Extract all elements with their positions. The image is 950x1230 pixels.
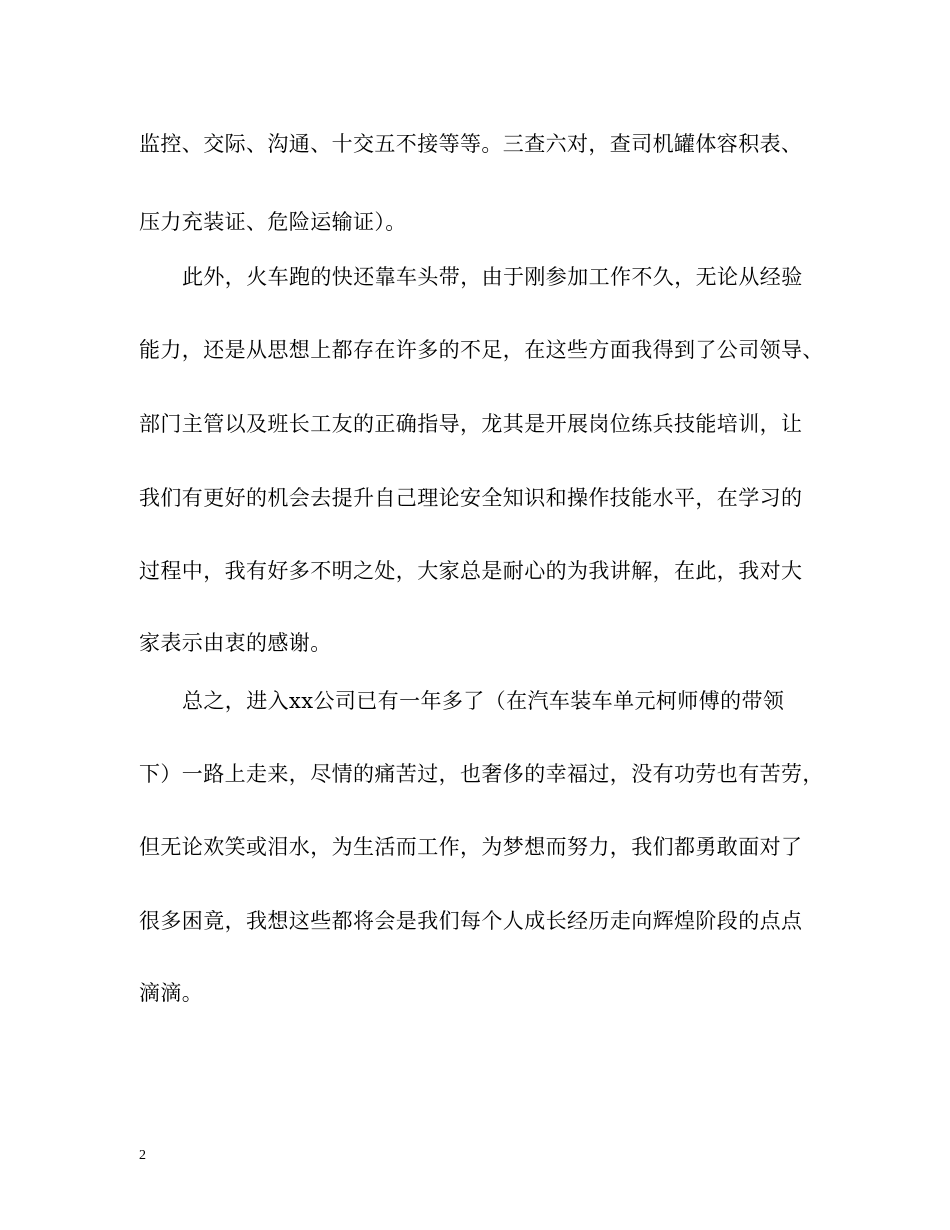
paragraph-first-line: 此外，火车跑的快还靠车头带，由于刚参加工作不久，无论从经验 (182, 265, 803, 289)
text-line: 很多困竟，我想这些都将会是我们每个人成长经历走向辉煌阶段的点点 (139, 909, 803, 933)
text-line: 下）一路上走来，尽情的痛苦过，也奢侈的幸福过，没有功劳也有苦劳， (139, 762, 824, 786)
page-number: 2 (139, 1148, 146, 1163)
text-line: 能力，还是从思想上都存在许多的不足，在这些方面我得到了公司领导、 (139, 338, 824, 362)
text-line: 过程中，我有好多不明之处，大家总是耐心的为我讲解，在此，我对大 (139, 559, 803, 583)
text-line: 滴滴。 (139, 981, 204, 1005)
text-line: 压力充装证、危险运输证）。 (139, 210, 407, 234)
text-line: 部门主管以及班长工友的正确指导，龙其是开展岗位练兵技能培训，让 (139, 412, 803, 436)
text-line: 监控、交际、沟通、十交五不接等等。三查六对，查司机罐体容积表、 (139, 132, 803, 156)
text-line: 但无论欢笑或泪水，为生活而工作，为梦想而努力，我们都勇敢面对了 (139, 835, 803, 859)
text-line: 家表示由衷的感谢。 (139, 631, 332, 655)
paragraph-first-line: 总之，进入xx公司已有一年多了（在汽车装车单元柯师傅的带领 (182, 689, 785, 713)
text-line: 我们有更好的机会去提升自己理论安全知识和操作技能水平，在学习的 (139, 486, 803, 510)
